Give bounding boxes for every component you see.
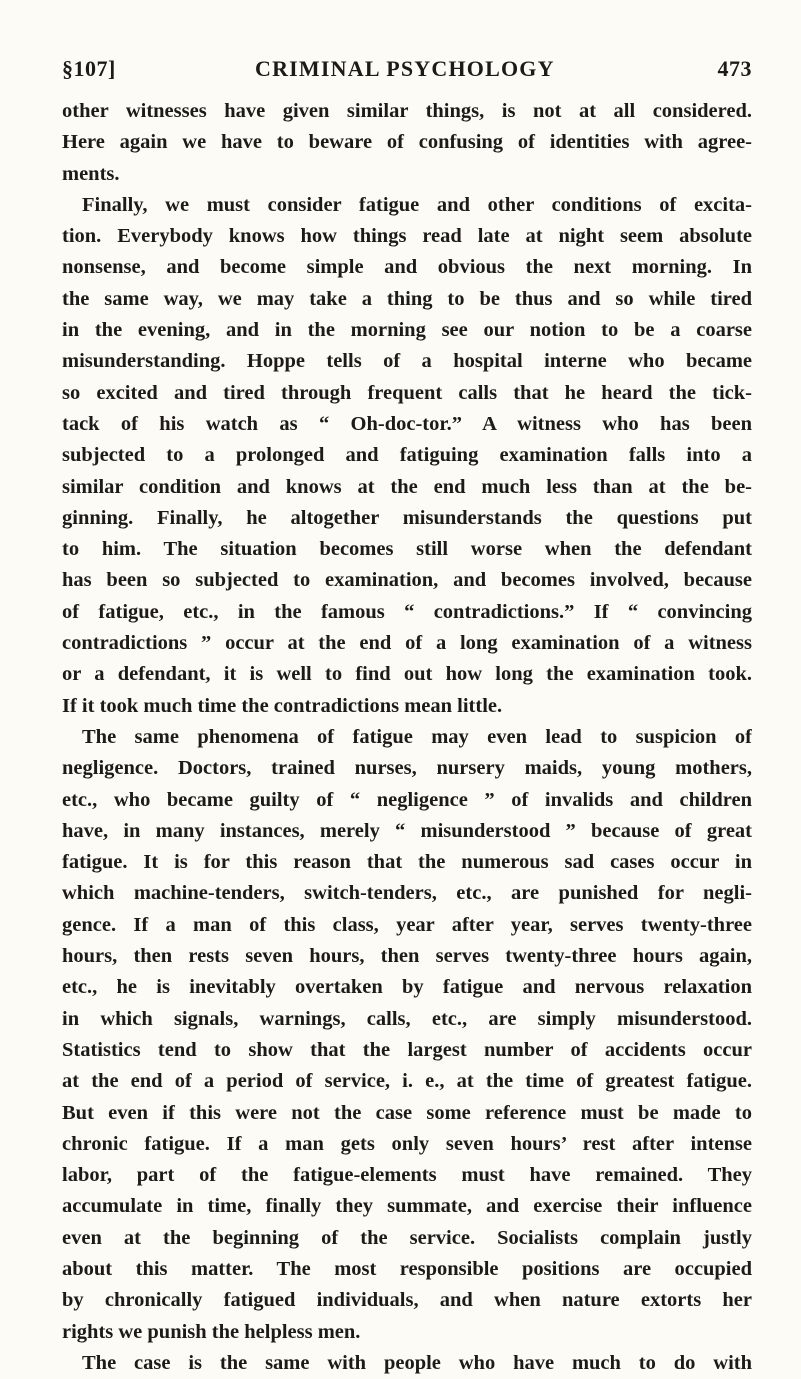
- text-line: etc., he is inevitably overtaken by fatigue and nervous relaxation: [62, 976, 752, 999]
- text-line: negligence. Doctors, trained nurses, nursery maids, young mothers,: [62, 757, 752, 780]
- text-line: hours, then rests seven hours, then serves twenty-three hours again,: [62, 945, 752, 968]
- text-line: in the evening, and in the morning see our notion to be a coarse: [62, 319, 752, 342]
- section-marker: §107]: [62, 56, 116, 81]
- running-header: [62, 56, 752, 86]
- page-number: 473: [717, 56, 752, 81]
- text-line: accumulate in time, finally they summate, and exercise their influence: [62, 1195, 752, 1218]
- paragraph-start-line: The case is the same with people who have much to do with: [82, 1351, 752, 1374]
- text-line: or a defendant, it is well to find out how long the examination took.: [62, 663, 752, 686]
- paragraph-start-line: The same phenomena of fatigue may even lead to suspicion of: [82, 725, 752, 748]
- text-line: has been so subjected to examination, and becomes involved, because: [62, 569, 752, 592]
- running-title: CRIMINAL PSYCHOLOGY: [255, 56, 555, 81]
- text-line: rights we punish the helpless men.: [62, 1320, 361, 1343]
- text-line: to him. The situation becomes still worse when the defendant: [62, 538, 752, 561]
- text-line: tack of his watch as “ Oh-doc-tor.” A witness who has been: [62, 412, 752, 435]
- text-line: about this matter. The most responsible positions are occupied: [62, 1257, 752, 1280]
- text-line: Here again we have to beware of confusing of identities with agree-: [62, 131, 752, 154]
- text-line: ments.: [62, 162, 120, 185]
- text-line: But even if this were not the case some reference must be made to: [62, 1101, 752, 1124]
- text-line: other witnesses have given similar things, is not at all considered.: [62, 100, 752, 122]
- text-line: which machine-tenders, switch-tenders, etc., are punished for negli-: [62, 882, 752, 905]
- text-line: by chronically fatigued individuals, and when nature extorts her: [62, 1289, 752, 1312]
- text-line: nonsense, and become simple and obvious the next morning. In: [62, 256, 752, 279]
- text-line: misunderstanding. Hoppe tells of a hospital interne who became: [62, 350, 752, 373]
- text-line: ginning. Finally, he altogether misunderstands the questions put: [62, 506, 752, 529]
- text-line: gence. If a man of this class, year after year, serves twenty-three: [62, 913, 752, 936]
- text-line: labor, part of the fatigue-elements must have remained. They: [62, 1164, 752, 1187]
- text-line: tion. Everybody knows how things read late at night seem absolute: [62, 225, 752, 248]
- text-line: in which signals, warnings, calls, etc., are simply misunderstood.: [62, 1007, 752, 1030]
- text-line: etc., who became guilty of “ negligence ” of invalids and children: [62, 788, 752, 811]
- text-line: subjected to a prolonged and fatiguing examination falls into a: [62, 444, 752, 467]
- text-line: even at the beginning of the service. Socialists complain justly: [62, 1226, 752, 1249]
- text-line: fatigue. It is for this reason that the numerous sad cases occur in: [62, 851, 752, 874]
- text-line: have, in many instances, merely “ misunderstood ” because of great: [62, 819, 752, 842]
- text-line: at the end of a period of service, i. e., at the time of greatest fatigue.: [62, 1070, 752, 1093]
- body-text: [62, 96, 752, 1379]
- text-line: of fatigue, etc., in the famous “ contradictions.” If “ convincing: [62, 600, 752, 623]
- text-line: If it took much time the contradictions mean little.: [62, 694, 503, 717]
- text-line: chronic fatigue. If a man gets only seven hours’ rest after intense: [62, 1132, 752, 1155]
- text-line: so excited and tired through frequent calls that he heard the tick-: [62, 381, 752, 404]
- text-line: contradictions ” occur at the end of a long examination of a witness: [62, 632, 752, 655]
- text-line: Statistics tend to show that the largest number of accidents occur: [62, 1038, 752, 1061]
- text-line: the same way, we may take a thing to be thus and so while tired: [62, 287, 752, 310]
- text-line: similar condition and knows at the end much less than at the be-: [62, 475, 752, 498]
- paragraph-start-line: Finally, we must consider fatigue and other conditions of excita-: [82, 193, 752, 216]
